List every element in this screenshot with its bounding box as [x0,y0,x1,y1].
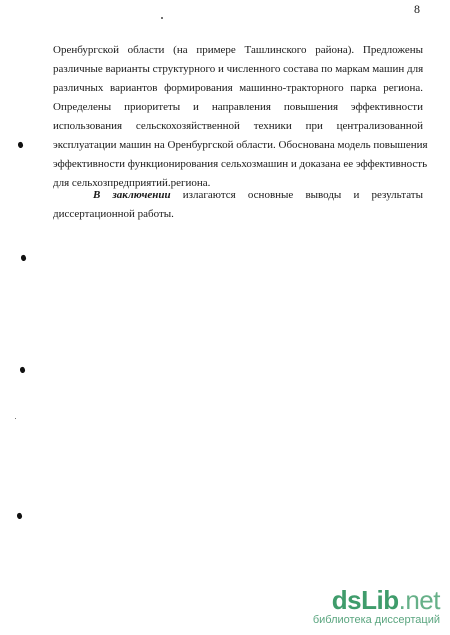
body-paragraph-1 [53,41,428,193]
conclusion-heading: В заключении [93,189,171,201]
binding-hole-mark [16,512,23,519]
paragraph-line: для сельхозпредприятий.региона. [53,177,211,189]
logo-suffix-text: .net [398,585,440,615]
logo-main-text: dsLib [331,585,399,615]
page-number: 8 [414,2,420,16]
paragraph-line: Оренбургской области (на примере Ташлинского района). Предложены [53,44,423,56]
paragraph-line: использования сельскохозяйственной техники при централизованной [53,120,423,132]
body-paragraph-2 [53,186,423,224]
paragraph-line: Определены приоритеты и направления повышения эффективности [53,101,423,113]
scan-speck [161,17,163,19]
paragraph-line: эксплуатации машин на Оренбургской области. Обоснована модель повышения [53,139,428,151]
scan-speck [15,418,16,419]
conclusion-text: излагаются основные выводы и результаты [170,189,424,201]
binding-hole-mark [19,366,26,373]
binding-hole-mark [17,141,24,148]
watermark-logo[interactable] [290,587,440,613]
paragraph-line [53,186,423,205]
paragraph-line: диссертационной работы. [53,208,174,220]
paragraph-line: различных вариантов формирования машинно-тракторного парка региона. [53,82,423,94]
paragraph-line: эффективности функционирования сельхозмашин и доказана ее эффективность [53,158,428,170]
site-watermark[interactable] [290,587,440,627]
watermark-tagline: библиотека диссертаций [312,614,440,626]
binding-hole-mark [20,254,27,261]
paragraph-line: различные варианты структурного и численного состава по маркам машин для [53,63,424,75]
